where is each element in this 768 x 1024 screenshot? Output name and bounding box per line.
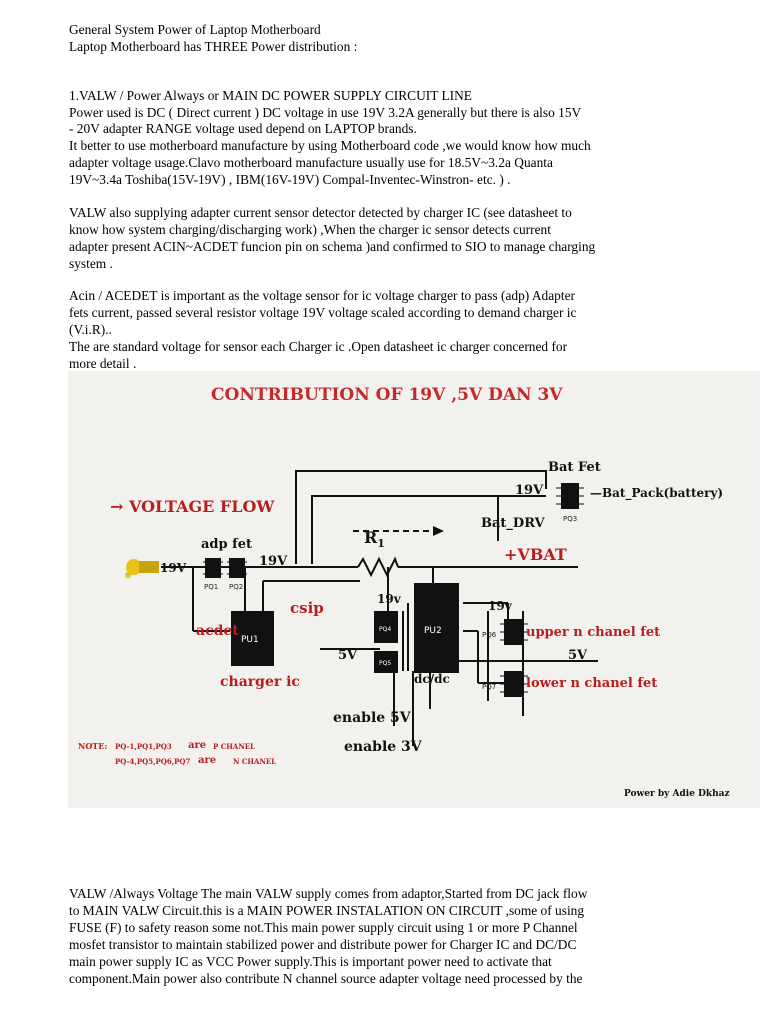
pq1-label: PQ1 [204, 583, 219, 591]
pq7-label: PQ7 [482, 683, 497, 691]
resistor-r1 [358, 559, 398, 575]
upper-fet-label: upper n chanel fet [526, 625, 661, 640]
voltage-flow-label: → VOLTAGE FLOW [110, 497, 275, 516]
note-line2-are: are [198, 755, 217, 766]
pq5-inline-label: PQ5 [379, 660, 392, 667]
vbat-label: +VBAT [504, 545, 567, 564]
charger-ic-label: charger ic [220, 674, 300, 690]
v19-pq4-label: 19v [377, 592, 401, 606]
bat-drv-label: Bat_DRV [481, 516, 545, 531]
lower-fet-label: lower n chanel fet [526, 676, 658, 691]
pu1-label: PU1 [241, 635, 259, 645]
pq3-label: PQ3 [563, 515, 578, 523]
paragraph-line: Acin / ACEDET is important as the voltage sensor for ic voltage charger to pass (adp) Adapter [69, 288, 575, 303]
paragraph-line: know how system charging/discharging work) ,When the charger ic sensor detects current [69, 222, 551, 237]
figure-note [78, 740, 276, 766]
csip-label: csip [290, 599, 324, 617]
pq6-label: PQ6 [482, 631, 497, 639]
resistor-label: $R_1$ [364, 528, 385, 550]
paragraph-line: FUSE (F) to safety reason some not.This main power supply circuit using 1 or more P Channel [69, 920, 578, 935]
v19-bat-label: 19V [515, 483, 544, 498]
figure-credit: Power by Adie Dkhaz [624, 789, 730, 799]
v19-pu2-label: 19v [419, 592, 443, 606]
note-line1-parts: PQ-1,PQ1,PQ3 [115, 742, 172, 751]
paragraph-line: main power supply IC as VCC Power supply.This is important power need to activate that [69, 954, 552, 969]
acdet-label: acdet [196, 623, 239, 639]
note-label: NOTE: [78, 741, 108, 751]
paragraph-line: The are standard voltage for sensor each Charger ic .Open datasheet ic charger concerned for [69, 339, 568, 354]
doc-title: General System Power of Laptop Motherboard [69, 22, 321, 37]
paragraph-line: - 20V adapter RANGE voltage used depend on LAPTOP brands. [69, 121, 417, 136]
pq4-inline-label: PQ4 [379, 626, 392, 633]
paragraph-line: It better to use motherboard manufacture by using Motherboard code ,we would know how much [69, 138, 591, 153]
v5-right-label: 5V [568, 648, 588, 663]
section-heading: 1.VALW / Power Always or MAIN DC POWER SUPPLY CIRCUIT LINE [69, 88, 472, 103]
note-line1-are: are [188, 740, 207, 751]
paragraph-line: mosfet transistor to maintain stabilized power and distribute power for Charger IC and DC/DC [69, 937, 577, 952]
flow-arrowhead [433, 526, 444, 536]
enable-3v-label: enable 3V [344, 739, 422, 755]
figure-title: CONTRIBUTION OF 19V ,5V DAN 3V [211, 385, 563, 405]
bat-pack-label: —Bat_Pack(battery) [590, 486, 724, 500]
paragraph-line: Power used is DC ( Direct current ) DC voltage in use 19V 3.2A generally but there is also 15V [69, 105, 582, 120]
paragraph-line: component.Main power also contribute N channel source adapter voltage need processed by the [69, 971, 583, 986]
note-line2-type: N CHANEL [233, 757, 277, 766]
pu2-label: PU2 [424, 626, 442, 636]
paragraph-line: adapter voltage usage.Clavo motherboard manufacture usually use for 18.5V~3.2a Quanta [69, 155, 553, 170]
bat-fet-label: Bat Fet [548, 460, 601, 475]
paragraph-line: more detail . [69, 356, 137, 371]
note-line1-type: P CHANEL [213, 742, 255, 751]
paragraph-line: VALW also supplying adapter current sensor detector detected by charger IC (see datasheet to [69, 205, 572, 220]
paragraph-line: VALW /Always Voltage The main VALW supply comes from adaptor,Started from DC jack flow [69, 886, 588, 901]
paragraph-line: fets current, passed several resistor voltage 19V voltage scaled according to demand charger ic [69, 305, 577, 320]
dcdc-label: dc/dc [414, 672, 450, 686]
paragraph-line: (V.i.R).. [69, 322, 112, 337]
paragraph-line: to MAIN VALW Circuit.this is a MAIN POWER INSTALATION ON CIRCUIT ,some of using [69, 903, 585, 918]
pq2-label: PQ2 [229, 583, 244, 591]
power-schematic-figure [68, 371, 760, 808]
paragraph-line: adapter present ACIN~ACDET funcion pin on schema )and confirmed to SIO to manage charging [69, 239, 596, 254]
v19-main-label: 19V [259, 554, 288, 569]
enable-5v-label: enable 5V [333, 710, 411, 726]
paragraph-line: system . [69, 256, 113, 271]
paragraph-line: 19V~3.4a Toshiba(15V-19V) , IBM(16V-19V) Compal-Inventec-Winstron- etc. ) . [69, 172, 511, 187]
chip-pq2 [229, 558, 245, 578]
note-line2-parts: PQ-4,PQ5,PQ6,PQ7 [115, 757, 191, 766]
adp-fet-label: adp fet [201, 537, 252, 552]
chip-pq1 [205, 558, 221, 578]
v19-upper-label: 19v [488, 599, 512, 613]
doc-subtitle: Laptop Motherboard has THREE Power distribution : [69, 39, 358, 54]
v5-left-label: 5V [338, 648, 358, 663]
dc-jack-icon [125, 559, 159, 578]
v19-jack-label: 19V [160, 561, 187, 575]
